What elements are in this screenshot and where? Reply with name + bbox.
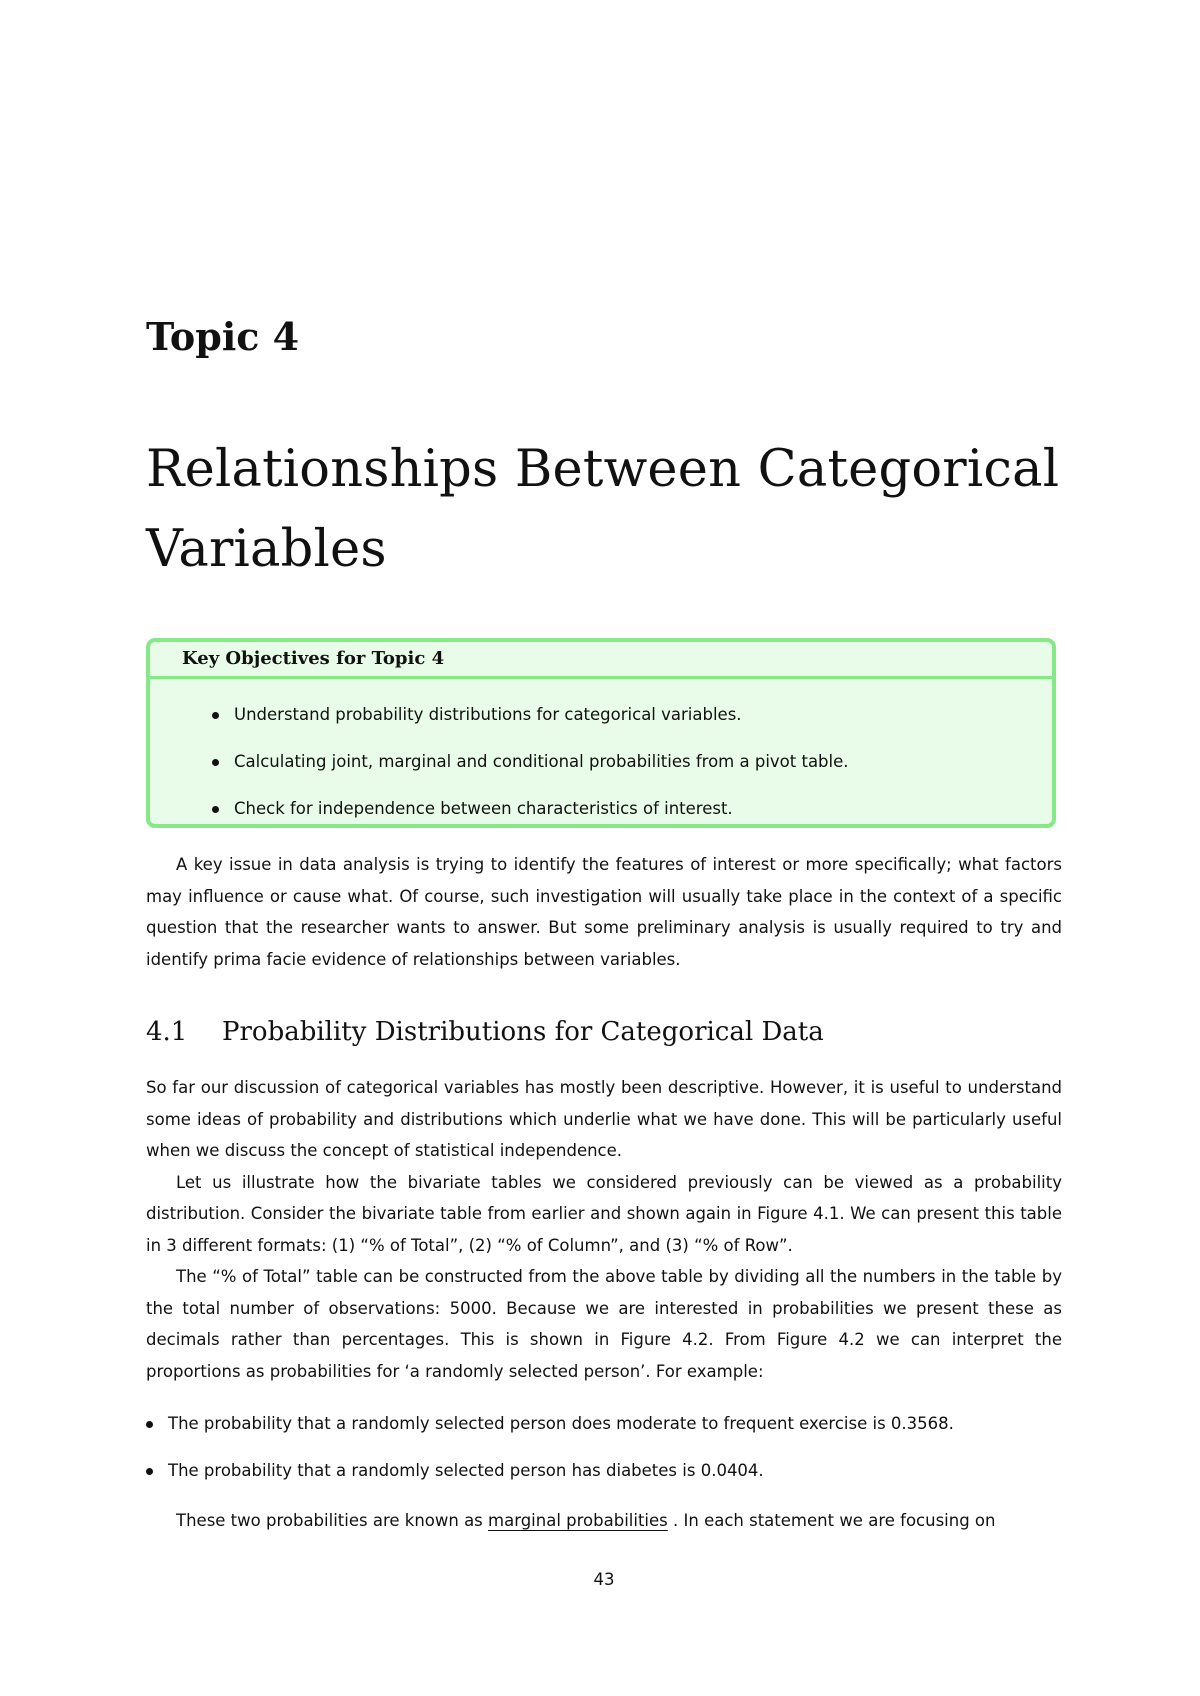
closing-text-before: These two probabilities are known as (176, 1511, 489, 1530)
section-body (146, 1072, 1062, 1537)
page-number: 43 (593, 1570, 615, 1589)
objective-item: Understand probability distributions for categorical variables. (212, 691, 1052, 738)
closing-paragraph (146, 1505, 1062, 1537)
key-objectives-header: Key Objectives for Topic 4 (150, 642, 1052, 679)
section-title: Probability Distributions for Categorical Data (222, 1017, 824, 1047)
section-paragraph: Let us illustrate how the bivariate tables we considered previously can be viewed as a probability distribution. Consider the bivariate table from earlier and shown again in Figure 4.1. We can present this table in 3 different formats: (1) “% of Total”, (2) “% of Column”, and (3) “% of Row”. (146, 1172, 1062, 1255)
example-bullet: The probability that a randomly selected person does moderate to frequent exercise is 0.3568. (146, 1400, 1062, 1447)
example-bullet: The probability that a randomly selected person has diabetes is 0.0404. (146, 1447, 1062, 1494)
marginal-probabilities-term: marginal probabilities (488, 1511, 668, 1530)
section-heading (146, 1014, 824, 1050)
closing-text-after: . In each statement we are focusing on (667, 1511, 996, 1530)
key-objectives-box (146, 638, 1056, 828)
key-objectives-list (150, 679, 1052, 832)
document-page (146, 0, 1062, 1696)
intro-paragraph: A key issue in data analysis is trying to identify the features of interest or more specifically; what factors may influence or cause what. Of course, such investigation will usually take place in the context of a specific question that the researcher wants to answer. But some preliminary analysis is usually required to try and identify prima facie evidence of relationships between variables. (146, 855, 1062, 969)
chapter-title: Relationships Between Categorical Variables (146, 440, 1060, 579)
section-number: 4.1 (146, 1017, 188, 1047)
example-bullet-list (146, 1400, 1062, 1494)
chapter-label: Topic 4 (146, 314, 300, 359)
objective-item: Check for independence between characteristics of interest. (212, 785, 1052, 832)
section-paragraph: The “% of Total” table can be constructed from the above table by dividing all the numbers in the table by the total number of observations: 5000. Because we are interested in probabilities we present these as decimals rather than percentages. This is shown in Figure 4.2. From Figure 4.2 we can interpret the proportions as probabilities for ‘a randomly selected person’. For example: (146, 1267, 1062, 1381)
objective-item: Calculating joint, marginal and conditional probabilities from a pivot table. (212, 738, 1052, 785)
section-paragraph: So far our discussion of categorical variables has mostly been descriptive. However, it is useful to understand some ideas of probability and distributions which underlie what we have done. This will be particularly useful when we discuss the concept of statistical independence. (146, 1078, 1062, 1160)
